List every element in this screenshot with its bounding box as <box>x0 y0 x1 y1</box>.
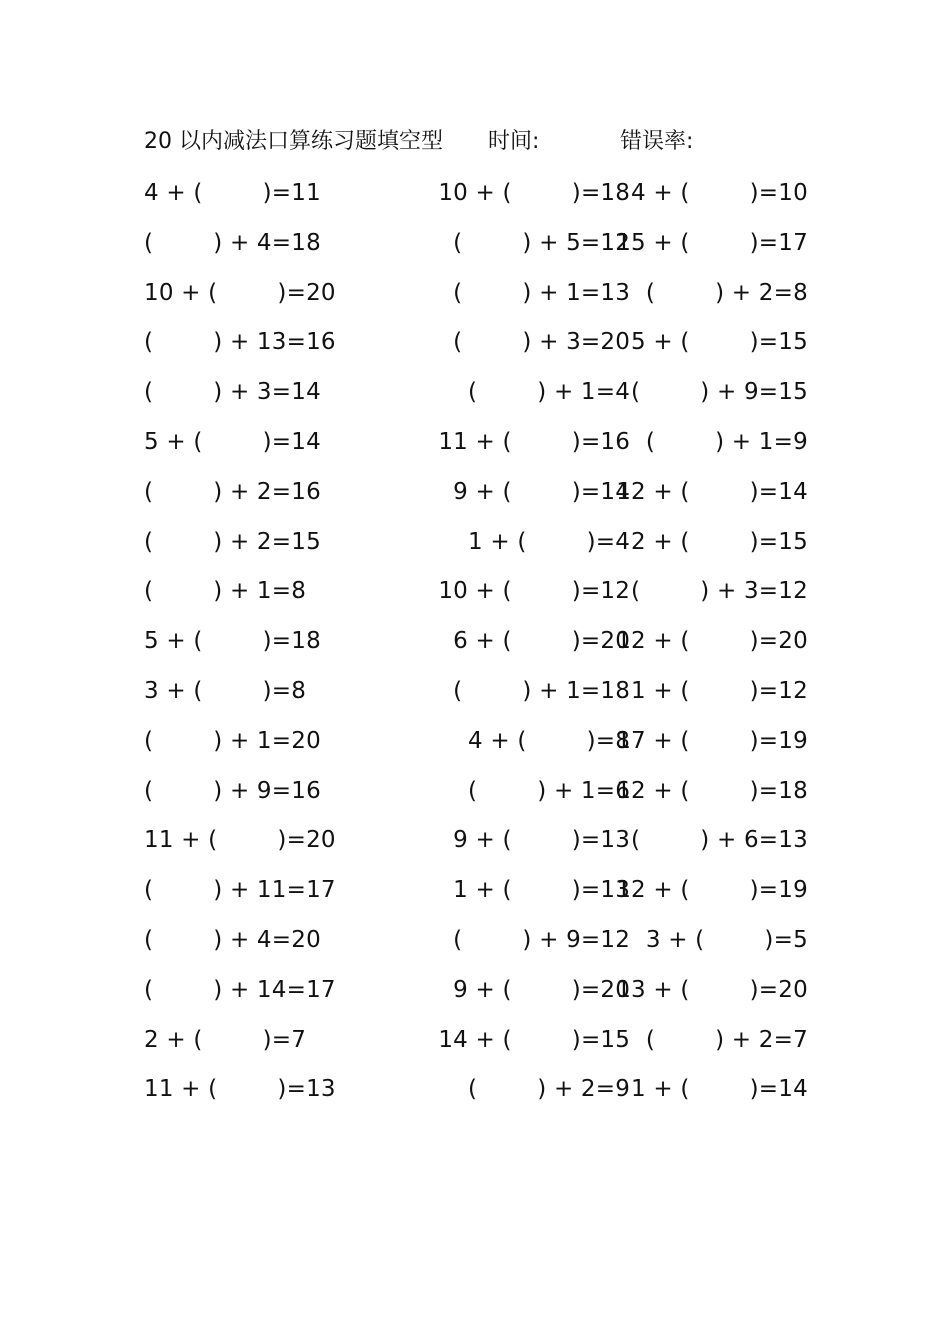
math-problem: 17 + ( )=19 <box>616 727 808 754</box>
problem-cell <box>598 666 820 716</box>
math-problem: ( ) + 3=20 <box>453 329 631 356</box>
problem-cell <box>362 417 631 467</box>
problem-cell <box>362 517 631 567</box>
math-problem: ( ) + 3=14 <box>144 379 321 406</box>
problem-cell <box>598 268 820 318</box>
problem-cell <box>598 168 820 218</box>
math-problem: 10 + ( )=18 <box>438 180 631 206</box>
math-problem: ( ) + 1=20 <box>144 727 321 754</box>
problem-cell <box>598 716 820 766</box>
math-problem: ( ) + 2=9 <box>468 1076 631 1103</box>
problem-cell <box>140 467 362 517</box>
math-problem: 1 + ( )=12 <box>631 677 808 704</box>
problem-cell <box>362 1064 631 1114</box>
math-problem: ( ) + 1=6 <box>468 777 631 804</box>
math-problem: 14 + ( )=15 <box>438 1026 631 1053</box>
problem-cell <box>140 815 362 865</box>
problem-row <box>140 517 820 567</box>
math-problem: ( ) + 9=16 <box>144 777 321 804</box>
math-problem: ( ) + 9=12 <box>453 926 631 953</box>
math-problem: 9 + ( )=14 <box>453 478 631 505</box>
problem-cell <box>362 965 631 1015</box>
problem-cell <box>140 766 362 816</box>
math-problem: 5 + ( )=15 <box>631 329 808 356</box>
problem-row <box>140 915 820 965</box>
math-problem: 11 + ( )=13 <box>144 1076 336 1103</box>
math-problem: 13 + ( )=20 <box>616 976 808 1003</box>
math-problem: 5 + ( )=14 <box>144 428 321 455</box>
math-problem: ( ) + 5=12 <box>453 229 631 256</box>
problem-cell <box>140 666 362 716</box>
problem-cell <box>140 218 362 268</box>
problem-row <box>140 616 820 666</box>
math-problem: 2 + ( )=15 <box>631 528 808 555</box>
problem-row <box>140 965 820 1015</box>
problem-row <box>140 168 820 218</box>
math-problem: 4 + ( )=11 <box>144 180 321 206</box>
math-problem: 9 + ( )=20 <box>453 976 631 1003</box>
problem-cell <box>598 815 820 865</box>
problem-cell <box>598 517 820 567</box>
problem-cell <box>598 766 820 816</box>
problem-cell <box>598 965 820 1015</box>
problem-cell <box>140 1064 362 1114</box>
problem-cell <box>362 616 631 666</box>
problem-cell <box>362 467 631 517</box>
math-problem: 1 + ( )=13 <box>453 877 631 904</box>
time-label: 时间: <box>488 129 540 154</box>
problem-cell <box>140 517 362 567</box>
math-problem: ( ) + 4=20 <box>144 926 321 953</box>
math-problem: 3 + ( )=8 <box>144 677 307 704</box>
math-problem: 11 + ( )=20 <box>144 827 336 854</box>
math-problem: 9 + ( )=13 <box>453 827 631 854</box>
problem-cell <box>598 317 820 367</box>
math-problem: ( ) + 1=4 <box>468 379 631 406</box>
problem-row <box>140 815 820 865</box>
math-problem: ( ) + 6=13 <box>631 827 808 854</box>
math-problem: ( ) + 13=16 <box>144 329 336 356</box>
math-problem: ( ) + 11=17 <box>144 877 336 904</box>
math-problem: 10 + ( )=12 <box>438 578 631 605</box>
problem-cell <box>598 218 820 268</box>
math-problem: 1 + ( )=14 <box>631 1076 808 1103</box>
math-problem: ( ) + 2=16 <box>144 478 321 505</box>
problem-cell <box>140 865 362 915</box>
math-problem: 1 + ( )=4 <box>468 528 631 555</box>
problem-cell <box>598 616 820 666</box>
problem-cell <box>140 965 362 1015</box>
problem-row <box>140 467 820 517</box>
problem-cell <box>362 1015 631 1065</box>
error-rate-label: 错误率: <box>620 129 694 154</box>
math-problem: 5 + ( )=18 <box>144 628 321 655</box>
math-problem: 2 + ( )=7 <box>144 1026 307 1053</box>
problem-cell <box>598 417 820 467</box>
problem-cell <box>140 268 362 318</box>
math-problem: ( ) + 9=15 <box>631 379 808 406</box>
problem-row <box>140 317 820 367</box>
problem-row <box>140 1064 820 1114</box>
problem-cell <box>362 766 631 816</box>
problem-cell <box>362 566 631 616</box>
problem-cell <box>362 716 631 766</box>
math-problem: ( ) + 3=12 <box>631 578 808 605</box>
problem-cell <box>362 317 631 367</box>
math-problem: 4 + ( )=8 <box>468 727 631 754</box>
problem-cell <box>598 1064 820 1114</box>
problem-cell <box>140 317 362 367</box>
math-problem: ( ) + 1=18 <box>453 677 631 704</box>
problem-cell <box>598 1015 820 1065</box>
math-problem: ( ) + 2=8 <box>645 279 808 306</box>
problem-cell <box>598 915 820 965</box>
problem-cell <box>598 566 820 616</box>
problem-row <box>140 666 820 716</box>
problem-cell <box>140 915 362 965</box>
problem-cell <box>362 218 631 268</box>
math-problem: ( ) + 14=17 <box>144 976 336 1003</box>
problem-cell <box>140 1015 362 1065</box>
problem-cell <box>140 367 362 417</box>
problem-cell <box>362 168 631 218</box>
math-problem: ( ) + 4=18 <box>144 229 321 256</box>
problem-cell <box>362 367 631 417</box>
problem-cell <box>362 865 631 915</box>
math-problem: ( ) + 1=13 <box>453 279 631 306</box>
math-problem: ( ) + 2=7 <box>645 1026 808 1053</box>
problem-row <box>140 417 820 467</box>
problem-row <box>140 367 820 417</box>
problem-row <box>140 766 820 816</box>
problem-cell <box>140 566 362 616</box>
math-problem: 10 + ( )=20 <box>144 279 336 306</box>
math-problem: 12 + ( )=14 <box>616 478 808 505</box>
problem-cell <box>362 666 631 716</box>
problem-grid <box>140 168 820 1114</box>
problem-cell <box>362 268 631 318</box>
problem-row <box>140 566 820 616</box>
problem-row <box>140 865 820 915</box>
problem-cell <box>598 865 820 915</box>
problem-cell <box>598 367 820 417</box>
math-problem: ( ) + 1=9 <box>645 428 808 455</box>
problem-cell <box>140 168 362 218</box>
math-problem: 4 + ( )=10 <box>631 180 808 206</box>
math-problem: 6 + ( )=20 <box>453 628 631 655</box>
problem-cell <box>140 417 362 467</box>
math-problem: 12 + ( )=19 <box>616 877 808 904</box>
math-problem: 15 + ( )=17 <box>616 229 808 256</box>
problem-row <box>140 218 820 268</box>
problem-row <box>140 268 820 318</box>
math-problem: 3 + ( )=5 <box>645 926 808 953</box>
math-problem: 12 + ( )=20 <box>616 628 808 655</box>
problem-cell <box>362 815 631 865</box>
problem-cell <box>140 716 362 766</box>
problem-cell <box>598 467 820 517</box>
worksheet-title: 20 以内减法口算练习题填空型 <box>144 129 443 154</box>
problem-row <box>140 1015 820 1065</box>
math-problem: 12 + ( )=18 <box>616 777 808 804</box>
math-problem: ( ) + 2=15 <box>144 528 321 555</box>
problem-cell <box>362 915 631 965</box>
problem-row <box>140 716 820 766</box>
problem-cell <box>140 616 362 666</box>
math-problem: ( ) + 1=8 <box>144 578 307 605</box>
math-problem: 11 + ( )=16 <box>438 428 631 455</box>
